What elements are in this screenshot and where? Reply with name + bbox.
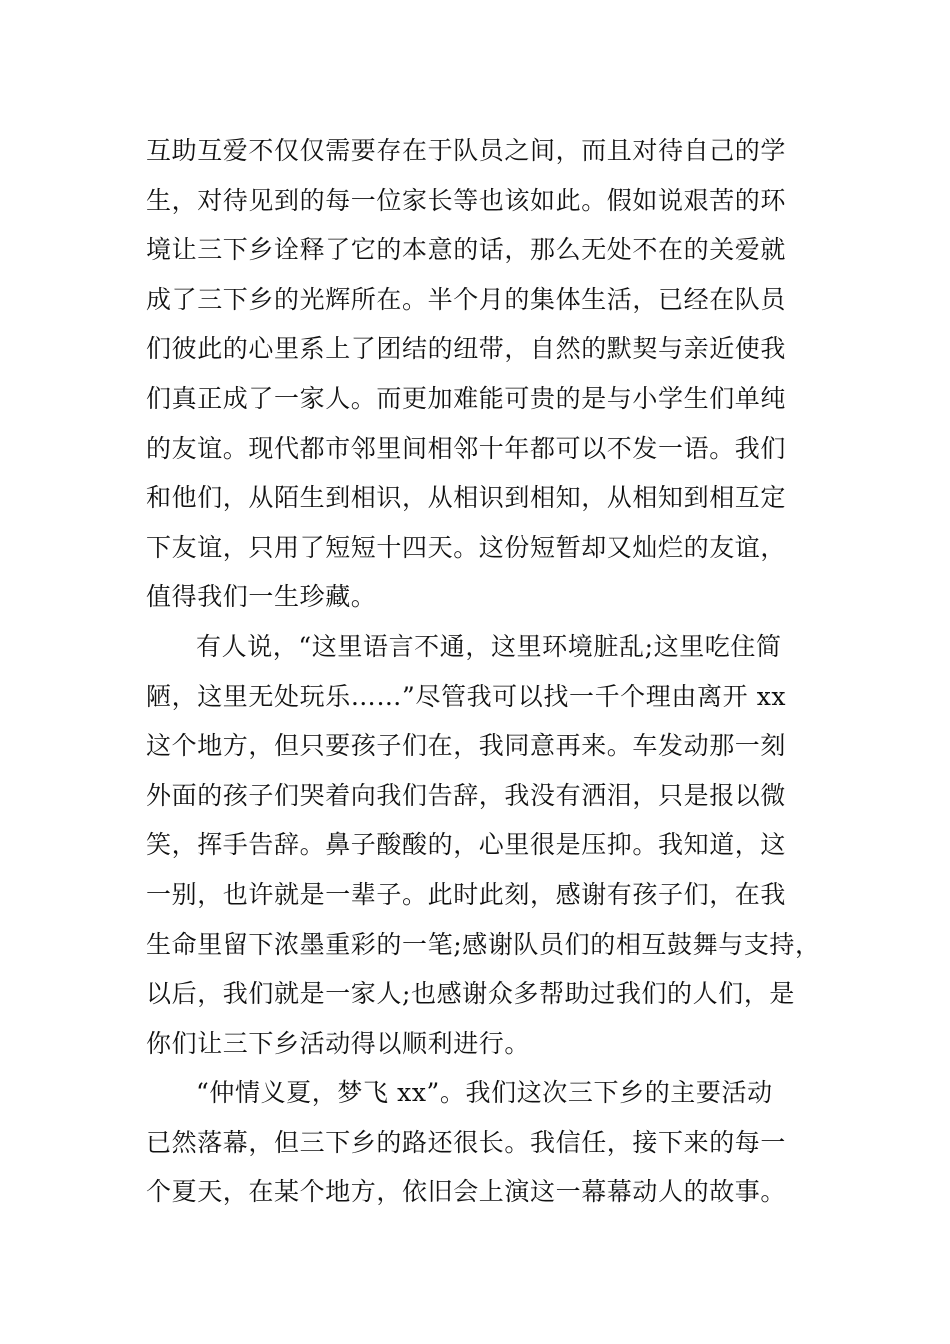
- text-line: 这个地方，但只要孩子们在，我同意再来。车发动那一刻: [146, 731, 787, 761]
- text-line: 境让三下乡诠释了它的本意的话，那么无处不在的关爱就: [146, 235, 787, 265]
- text-line: 互助互爱不仅仅需要存在于队员之间，而且对待自己的学: [146, 136, 787, 165]
- text-line: 个夏天，在某个地方，依旧会上演这一幕幕动人的故事。: [146, 1177, 787, 1207]
- text-line: 陋，这里无处玩乐……”尽管我可以找一千个理由离开 xx: [146, 681, 787, 711]
- document-body: [146, 126, 821, 1217]
- text-line: 成了三下乡的光辉所在。半个月的集体生活，已经在队员: [146, 284, 787, 314]
- text-line: 已然落幕，但三下乡的路还很长。我信任，接下来的每一: [146, 1127, 787, 1157]
- text-line: 你们让三下乡活动得以顺利进行。: [146, 1028, 531, 1058]
- text-line: 下友谊，只用了短短十四天。这份短暂却又灿烂的友谊，: [146, 532, 787, 562]
- paragraph-start-line: “仲情义夏，梦飞 xx”。我们这次三下乡的主要活动: [196, 1078, 773, 1108]
- text-line: 一别，也许就是一辈子。此时此刻，感谢有孩子们，在我: [146, 879, 787, 909]
- text-line: 外面的孩子们哭着向我们告辞，我没有洒泪，只是报以微: [146, 780, 787, 810]
- text-line: 生命里留下浓墨重彩的一笔;感谢队员们的相互鼓舞与支持，: [146, 929, 821, 959]
- text-line: 生，对待见到的每一位家长等也该如此。假如说艰苦的环: [146, 185, 787, 215]
- text-line: 和他们，从陌生到相识，从相识到相知，从相知到相互定: [146, 483, 787, 513]
- text-line: 的友谊。现代都市邻里间相邻十年都可以不发一语。我们: [146, 433, 787, 463]
- text-line: 们彼此的心里系上了团结的纽带，自然的默契与亲近使我: [146, 334, 787, 364]
- paragraph-start-line: 有人说，“这里语言不通，这里环境脏乱;这里吃住简: [196, 631, 782, 661]
- text-line: 笑，挥手告辞。鼻子酸酸的，心里很是压抑。我知道，这: [146, 830, 787, 860]
- text-line: 值得我们一生珍藏。: [146, 582, 377, 612]
- text-line: 们真正成了一家人。而更加难能可贵的是与小学生们单纯: [146, 383, 787, 413]
- text-line: 以后，我们就是一家人;也感谢众多帮助过我们的人们，是: [146, 979, 796, 1009]
